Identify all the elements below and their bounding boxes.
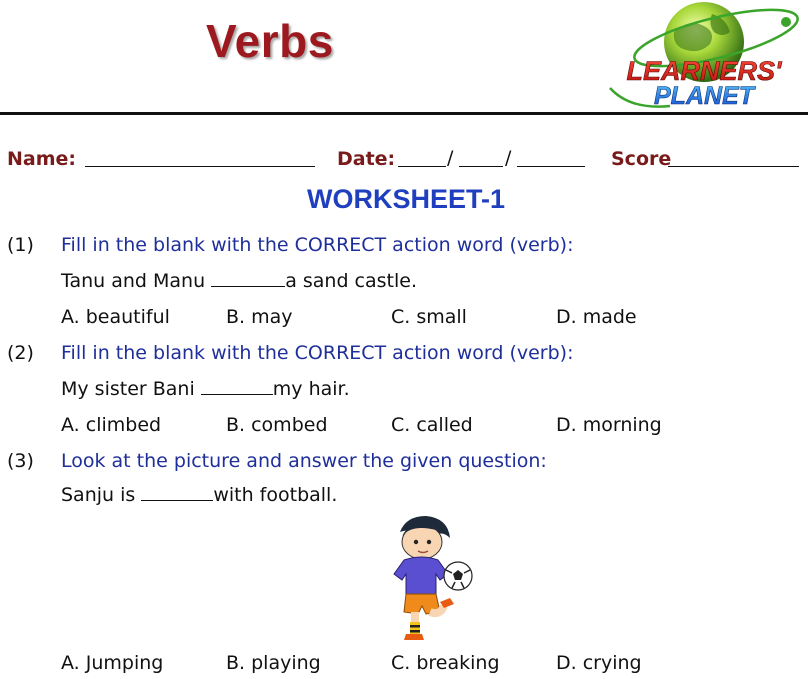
option-c[interactable]: C. small — [391, 306, 467, 328]
question-instruction: Fill in the blank with the CORRECT action word (verb): — [61, 234, 574, 256]
question-number: (2) — [7, 342, 34, 364]
option-b[interactable]: B. playing — [226, 652, 321, 674]
answer-blank[interactable] — [141, 484, 213, 501]
date-label: Date: — [337, 148, 396, 170]
sentence-end: with football. — [213, 484, 338, 506]
date-separator-2: / — [505, 147, 512, 169]
boy-playing-football-image — [386, 514, 478, 644]
date-separator-1: / — [447, 147, 454, 169]
answer-blank[interactable] — [201, 378, 273, 395]
date-day-field[interactable] — [398, 148, 446, 167]
question-sentence — [61, 270, 417, 292]
date-year-field[interactable] — [517, 148, 585, 167]
sentence-start: Tanu and Manu — [61, 270, 212, 292]
option-b[interactable]: B. may — [226, 306, 293, 328]
logo-line1: LEARNERS' — [626, 56, 782, 86]
question-sentence — [61, 484, 337, 506]
question-instruction: Fill in the blank with the CORRECT action word (verb): — [61, 342, 574, 364]
score-label: Score — [611, 148, 672, 170]
question-number: (3) — [7, 450, 34, 472]
option-a[interactable]: A. beautiful — [61, 306, 170, 328]
name-field[interactable] — [85, 148, 315, 167]
worksheet-title: WORKSHEET-1 — [306, 184, 506, 214]
page-title: Verbs — [206, 15, 334, 67]
option-c[interactable]: C. breaking — [391, 652, 500, 674]
option-d[interactable]: D. made — [556, 306, 637, 328]
option-a[interactable]: A. climbed — [61, 414, 162, 436]
question-instruction: Look at the picture and answer the given question: — [61, 450, 547, 472]
name-label: Name: — [7, 148, 77, 170]
header-divider — [0, 112, 808, 115]
student-info-row — [7, 148, 807, 176]
sentence-end: a sand castle. — [285, 270, 417, 292]
question-number: (1) — [7, 234, 34, 256]
option-a[interactable]: A. Jumping — [61, 652, 164, 674]
sentence-start: My sister Bani — [61, 378, 201, 400]
option-d[interactable]: D. crying — [556, 652, 642, 674]
logo-line2: PLANET — [654, 82, 754, 110]
sentence-start: Sanju is — [61, 484, 142, 506]
option-c[interactable]: C. called — [391, 414, 473, 436]
score-field[interactable] — [668, 148, 799, 167]
date-month-field[interactable] — [459, 148, 503, 167]
learners-planet-logo — [604, 2, 804, 110]
answer-blank[interactable] — [211, 270, 285, 287]
option-d[interactable]: D. morning — [556, 414, 662, 436]
sentence-end: my hair. — [272, 378, 350, 400]
option-b[interactable]: B. combed — [226, 414, 328, 436]
question-sentence — [61, 378, 350, 400]
